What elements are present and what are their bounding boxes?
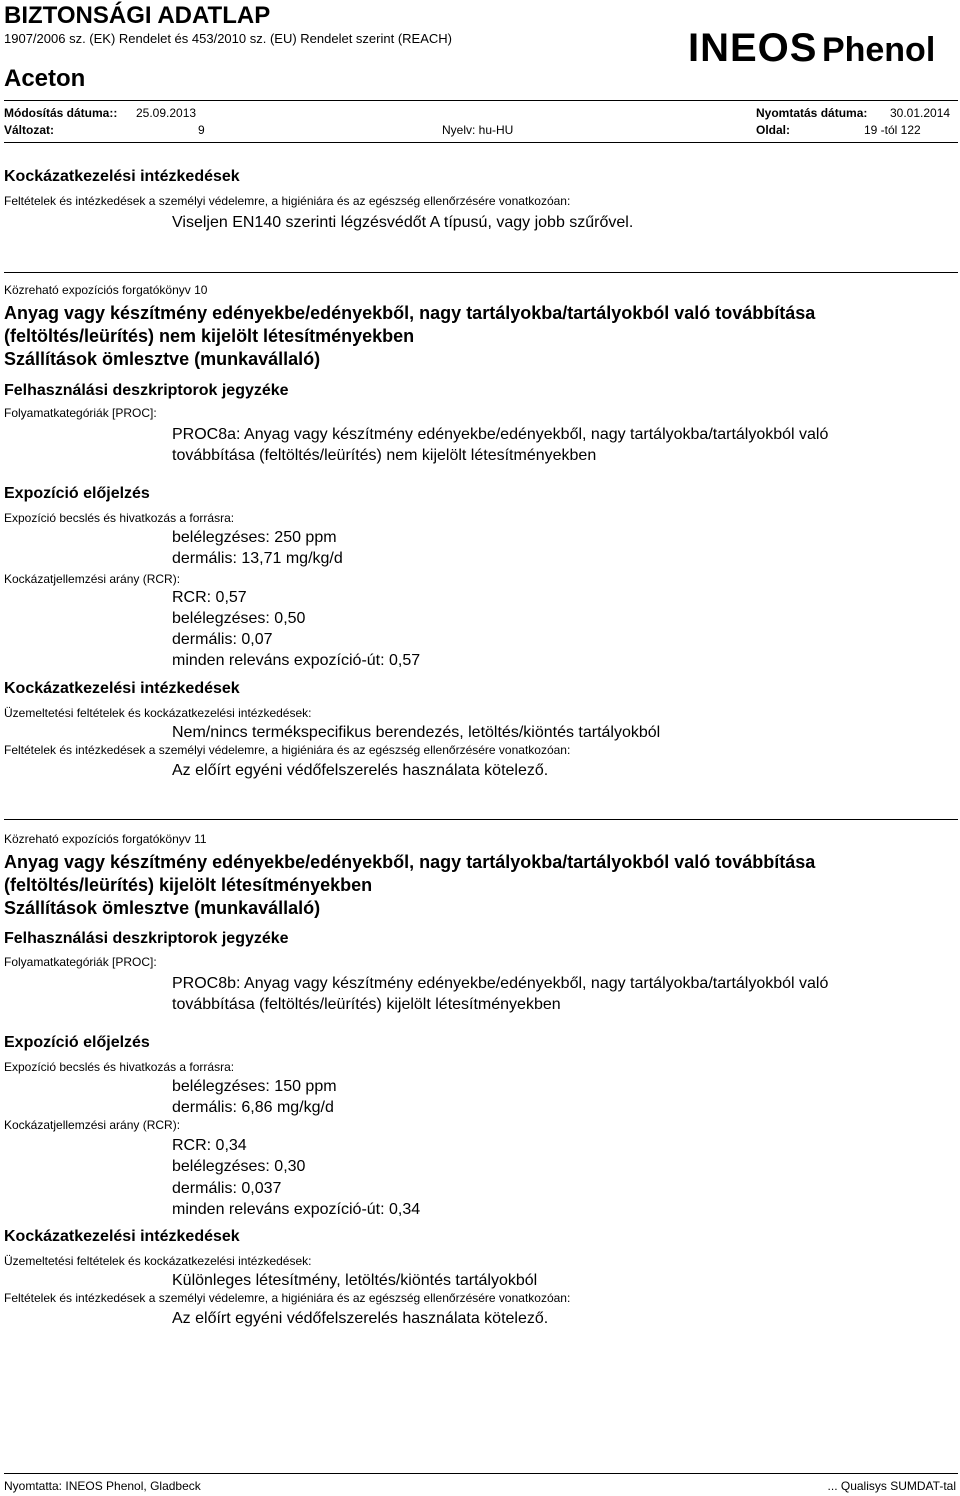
scenario-title-line: (feltöltés/leürítés) nem kijelölt létesítményekben [4,326,415,346]
estimate-value: dermális: 6,86 mg/kg/d [172,1099,334,1116]
print-date-value: 30.01.2014 [890,106,951,120]
rcr-value: belélegzéses: 0,30 [172,1158,306,1175]
exposure-title: Expozíció előjelzés [4,1034,150,1051]
operational-label: Üzemeltetési feltételek és kockázatkezelési intézkedések: [4,706,312,720]
rcr-value: RCR: 0,57 [172,589,247,606]
logo-word-phenol: Phenol [821,31,936,69]
rcr-value: minden releváns expozíció-út: 0,57 [172,652,421,669]
product-name: Aceton [4,65,86,92]
proc-label: Folyamatkategóriák [PROC]: [4,406,157,420]
rcr-value: dermális: 0,037 [172,1180,282,1197]
scenario-number: Közreható expozíciós forgatókönyv 11 [4,832,207,846]
regulation-text: 1907/2006 sz. (EK) Rendelet és 453/2010 sz. (EU) Rendelet szerint (REACH) [4,31,452,46]
ppe-label: Feltételek és intézkedések a személyi védelemre, a higiéniára és az egészség ellenőrzésére vonatkozóan: [4,743,571,757]
operational-value: Különleges létesítmény, letöltés/kiöntés tartályokból [172,1272,538,1289]
rcr-value: dermális: 0,07 [172,631,273,648]
print-date-label: Nyomtatás dátuma: [756,106,868,120]
estimate-label: Expozíció becslés és hivatkozás a forrásra: [4,511,235,525]
ineos-phenol-logo [688,26,935,70]
footer-software: ... Qualisys SUMDAT-tal [827,1479,956,1493]
rcr-label: Kockázatjellemzési arány (RCR): [4,1118,181,1132]
estimate-value: dermális: 13,71 mg/kg/d [172,550,343,567]
header-bottom-rule [4,142,958,143]
proc-value-line: PROC8b: Anyag vagy készítmény edényekbe/edényekből, nagy tartályokba/tartályokból való [172,975,829,992]
scenario-title-line: (feltöltés/leürítés) kijelölt létesítményekben [4,875,373,895]
estimate-label: Expozíció becslés és hivatkozás a forrásra: [4,1060,235,1074]
section-title-rmm: Kockázatkezelési intézkedések [4,168,240,185]
ppe-value: Az előírt egyéni védőfelszerelés használata kötelező. [172,762,549,779]
rcr-value: RCR: 0,34 [172,1137,247,1154]
proc-value-line: továbbítása (feltöltés/leürítés) kijelölt létesítményekben [172,996,561,1013]
scenario-title-line: Anyag vagy készítmény edényekbe/edényekből, nagy tartályokba/tartályokból való továbbítása [4,852,816,872]
page-value: 19 -tól 122 [864,123,921,137]
rcr-label: Kockázatjellemzési arány (RCR): [4,572,181,586]
ppe-label: Feltételek és intézkedések a személyi védelemre, a higiéniára és az egészség ellenőrzésére vonatkozóan: [4,1291,571,1305]
rcr-value: minden releváns expozíció-út: 0,34 [172,1201,421,1218]
footer-rule [4,1473,958,1474]
proc-value-line: továbbítása (feltöltés/leürítés) nem kijelölt létesítményekben [172,447,597,464]
rmm-title: Kockázatkezelési intézkedések [4,1228,240,1245]
proc-label: Folyamatkategóriák [PROC]: [4,955,157,969]
ppe-label: Feltételek és intézkedések a személyi védelemre, a higiéniára és az egészség ellenőrzésére vonatkozóan: [4,194,571,208]
estimate-value: belélegzéses: 250 ppm [172,529,337,546]
descriptor-title: Felhasználási deszkriptorok jegyzéke [4,382,289,399]
estimate-value: belélegzéses: 150 ppm [172,1078,337,1095]
rmm-title: Kockázatkezelési intézkedések [4,680,240,697]
revision-date-value: 25.09.2013 [136,106,197,120]
scenario-title-line: Szállítások ömlesztve (munkavállaló) [4,349,321,369]
descriptor-title: Felhasználási deszkriptorok jegyzéke [4,930,289,947]
operational-value: Nem/nincs termékspecifikus berendezés, letöltés/kiöntés tartályokból [172,724,661,741]
rcr-value: belélegzéses: 0,50 [172,610,306,627]
footer-printed-by: Nyomtatta: INEOS Phenol, Gladbeck [4,1479,201,1493]
ppe-value: Viseljen EN140 szerinti légzésvédőt A típusú, vagy jobb szűrővel. [172,214,634,231]
logo-word-ineos: INEOS [688,26,818,70]
scenario-title-line: Anyag vagy készítmény edényekbe/edényekből, nagy tartályokba/tartályokból való továbbítása [4,303,816,323]
version-label: Változat: [4,123,55,137]
exposure-title: Expozíció előjelzés [4,485,150,502]
scenario-title-line: Szállítások ömlesztve (munkavállaló) [4,898,321,918]
version-value: 9 [198,123,205,137]
language-text: Nyelv: hu-HU [442,123,514,137]
scenario-divider [4,819,958,820]
scenario-divider [4,272,958,273]
proc-value-line: PROC8a: Anyag vagy készítmény edényekbe/edényekből, nagy tartályokba/tartályokból való [172,426,829,443]
ppe-value: Az előírt egyéni védőfelszerelés használata kötelező. [172,1310,549,1327]
operational-label: Üzemeltetési feltételek és kockázatkezelési intézkedések: [4,1254,312,1268]
scenario-number: Közreható expozíciós forgatókönyv 10 [4,283,208,297]
document-title: BIZTONSÁGI ADATLAP [4,2,271,29]
header-rule [4,100,958,101]
revision-date-label: Módosítás dátuma:: [4,106,118,120]
page-label: Oldal: [756,123,791,137]
